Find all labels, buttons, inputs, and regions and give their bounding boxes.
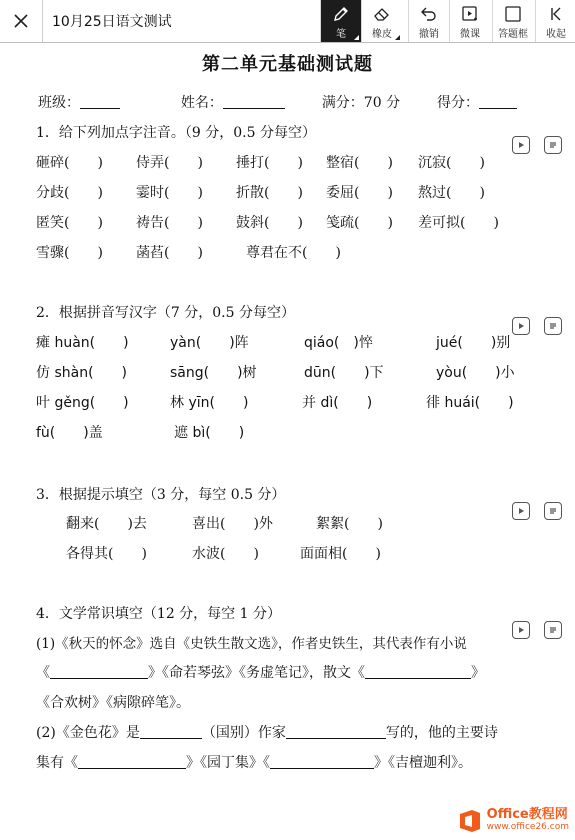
q1-item[interactable]: 砸碎( ) bbox=[36, 155, 103, 171]
q1-item[interactable]: 分歧( ) bbox=[36, 185, 103, 201]
watermark-url: www.office26.com bbox=[486, 822, 569, 832]
q1-item[interactable]: 折散( ) bbox=[236, 185, 303, 201]
micro-lesson-side-button[interactable] bbox=[512, 136, 530, 154]
answer-side-button[interactable] bbox=[544, 502, 562, 520]
q1-item[interactable]: 委屈( ) bbox=[326, 185, 393, 201]
q1-item[interactable]: 霎时( ) bbox=[136, 185, 203, 201]
q2-item[interactable]: fù( )盖 bbox=[36, 425, 103, 441]
q2-item[interactable]: 仿 shàn( ) bbox=[36, 365, 127, 381]
answer-blank[interactable] bbox=[270, 754, 374, 769]
q2-item[interactable]: 并 dì( ) bbox=[302, 395, 373, 411]
collapse-icon bbox=[546, 4, 566, 24]
q4-text-line: (1)《秋天的怀念》选自《史铁生散文选》，作者史铁生，其代表作有小说 bbox=[36, 636, 467, 652]
eraser-tool-button[interactable] bbox=[361, 0, 402, 42]
full-score-label: 满分：70 分 bbox=[321, 95, 401, 111]
video-icon bbox=[515, 624, 527, 636]
class-blank[interactable] bbox=[80, 94, 120, 109]
video-icon bbox=[515, 139, 527, 151]
note-icon bbox=[547, 139, 559, 151]
micro-lesson-side-button[interactable] bbox=[512, 502, 530, 520]
eraser-tool-label: 橡皮 bbox=[372, 29, 392, 40]
question-3-title: 3．根据提示填空（3 分，每空 0.5 分） bbox=[36, 487, 286, 503]
undo-icon bbox=[419, 4, 439, 24]
q3-item[interactable]: 翻来( )去 bbox=[66, 516, 147, 532]
document-title: 10月25日语文测试 bbox=[52, 14, 172, 30]
name-label: 姓名： bbox=[180, 95, 223, 111]
question-4-title: 4．文学常识填空（12 分，每空 1 分） bbox=[36, 606, 281, 622]
q4-text: （国别）作家 bbox=[201, 725, 286, 741]
q4-text-line bbox=[36, 662, 485, 682]
q3-item[interactable]: 喜出( )外 bbox=[192, 516, 273, 532]
q1-item[interactable]: 熬过( ) bbox=[418, 185, 485, 201]
q2-item[interactable]: 林 yīn( ) bbox=[170, 395, 249, 411]
q4-text-line bbox=[36, 722, 498, 742]
score-label: 得分： bbox=[436, 95, 479, 111]
pen-tool-button[interactable] bbox=[320, 0, 361, 42]
name-blank[interactable] bbox=[223, 94, 285, 109]
q2-item[interactable]: qiáo( )悴 bbox=[304, 335, 373, 351]
q2-item[interactable]: yàn( )阵 bbox=[170, 335, 249, 351]
answer-blank[interactable] bbox=[78, 754, 186, 769]
q1-item[interactable]: 差可拟( ) bbox=[418, 215, 499, 231]
watermark-brand: Office教程网 bbox=[486, 807, 568, 822]
note-icon bbox=[547, 505, 559, 517]
q1-item[interactable]: 沉寂( ) bbox=[418, 155, 485, 171]
micro-lesson-label: 微课 bbox=[460, 29, 480, 40]
close-button[interactable] bbox=[0, 0, 43, 42]
toolbar bbox=[0, 0, 575, 43]
q2-item[interactable]: 叶 gěng( ) bbox=[36, 395, 129, 411]
class-label: 班级： bbox=[38, 95, 80, 111]
q3-item[interactable]: 面面相( ) bbox=[300, 546, 381, 562]
q2-item[interactable]: jué( )别 bbox=[436, 335, 511, 351]
close-icon bbox=[13, 13, 29, 29]
answer-side-button[interactable] bbox=[544, 136, 562, 154]
q2-row bbox=[36, 332, 510, 352]
collapse-button[interactable] bbox=[535, 0, 575, 42]
q2-item[interactable]: 徘 huái( ) bbox=[426, 395, 514, 411]
q3-item[interactable]: 水波( ) bbox=[192, 546, 259, 562]
video-icon bbox=[515, 505, 527, 517]
q1-item[interactable]: 捶打( ) bbox=[236, 155, 303, 171]
options-corner-icon bbox=[354, 35, 359, 40]
answer-box-button[interactable] bbox=[492, 0, 533, 42]
micro-lesson-side-button[interactable] bbox=[512, 317, 530, 335]
options-corner-icon bbox=[395, 35, 400, 40]
undo-button[interactable] bbox=[408, 0, 449, 42]
answer-blank[interactable] bbox=[286, 724, 386, 739]
q3-item[interactable]: 各得其( ) bbox=[66, 546, 147, 562]
answer-box-icon bbox=[503, 4, 523, 24]
q3-item[interactable]: 絮絮( ) bbox=[316, 516, 383, 532]
page-title: 第二单元基础测试题 bbox=[202, 54, 373, 75]
q4-text: 》 bbox=[471, 665, 485, 681]
q2-row bbox=[36, 362, 515, 382]
note-icon bbox=[547, 624, 559, 636]
q4-text: 集有《 bbox=[36, 755, 78, 771]
q4-text-line: 《合欢树》《病隙碎笔》。 bbox=[36, 695, 190, 711]
video-icon bbox=[515, 320, 527, 332]
q1-row bbox=[36, 242, 341, 262]
q2-item[interactable]: 瘫 huàn( ) bbox=[36, 335, 129, 351]
answer-blank[interactable] bbox=[365, 664, 471, 679]
q4-text: 》《吉檀迦利》。 bbox=[374, 755, 472, 771]
q3-row bbox=[66, 513, 383, 533]
undo-label: 撤销 bbox=[419, 29, 439, 40]
q1-item[interactable]: 整宿( ) bbox=[326, 155, 393, 171]
q4-text: 》《园丁集》《 bbox=[186, 755, 270, 771]
question-1-title: 1．给下列加点字注音。（9 分，0.5 分每空） bbox=[36, 125, 316, 141]
answer-blank[interactable] bbox=[50, 664, 148, 679]
q1-row bbox=[36, 212, 499, 232]
q1-item[interactable]: 尊君在不( ) bbox=[246, 245, 341, 261]
answer-side-button[interactable] bbox=[544, 621, 562, 639]
micro-lesson-side-button[interactable] bbox=[512, 621, 530, 639]
q2-item[interactable]: 遮 bì( ) bbox=[174, 425, 245, 441]
q2-item[interactable]: dūn( )下 bbox=[304, 365, 384, 381]
q1-item[interactable]: 笺疏( ) bbox=[326, 215, 393, 231]
q1-row bbox=[36, 152, 485, 172]
answer-side-button[interactable] bbox=[544, 317, 562, 335]
office-logo-icon bbox=[457, 808, 483, 834]
q4-text: 》《命若琴弦》《务虚笔记》，散文《 bbox=[148, 665, 365, 681]
q1-item[interactable]: 菡萏( ) bbox=[136, 245, 203, 261]
answer-blank[interactable] bbox=[140, 724, 202, 739]
q1-item[interactable]: 祷告( ) bbox=[136, 215, 203, 231]
q1-item[interactable]: 雪骤( ) bbox=[36, 245, 103, 261]
q4-text-line bbox=[36, 752, 472, 772]
q1-item[interactable]: 侍弄( ) bbox=[136, 155, 203, 171]
q4-text: 写的，他的主要诗 bbox=[385, 725, 498, 741]
eraser-icon bbox=[372, 4, 392, 24]
q1-item[interactable]: 匿笑( ) bbox=[36, 215, 103, 231]
micro-lesson-button[interactable] bbox=[449, 0, 490, 42]
q2-item[interactable]: yòu( )小 bbox=[436, 365, 515, 381]
q1-item[interactable]: 鼓斜( ) bbox=[236, 215, 303, 231]
note-icon bbox=[547, 320, 559, 332]
answer-box-label: 答题框 bbox=[498, 29, 528, 40]
collapse-label: 收起 bbox=[546, 29, 566, 40]
site-watermark bbox=[457, 808, 569, 834]
question-2-title: 2．根据拼音写汉字（7 分，0.5 分每空） bbox=[36, 305, 295, 321]
q2-row bbox=[36, 422, 244, 442]
q2-item[interactable]: sāng( )树 bbox=[170, 365, 257, 381]
info-row bbox=[38, 92, 517, 112]
q1-row bbox=[36, 182, 485, 202]
pen-tool-label: 笔 bbox=[336, 29, 346, 40]
score-blank[interactable] bbox=[479, 94, 517, 109]
q3-row bbox=[66, 543, 381, 563]
video-icon bbox=[460, 4, 480, 24]
q4-text: 《 bbox=[36, 665, 50, 681]
q2-row bbox=[36, 392, 514, 412]
q4-text: (2)《金色花》是 bbox=[36, 725, 140, 741]
pen-icon bbox=[331, 4, 351, 24]
